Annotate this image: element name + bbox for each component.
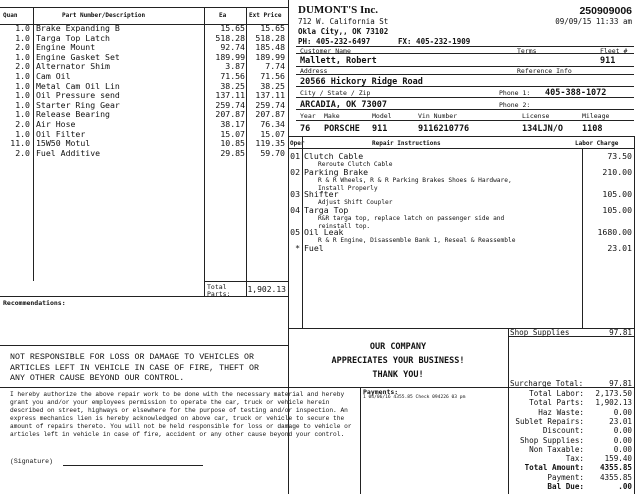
fleet-label: Fleet # — [600, 47, 628, 55]
labor-amount: 1680.00 — [597, 227, 632, 237]
vehicle-model: 911 — [372, 124, 388, 134]
total-value: 0.00 — [613, 444, 632, 454]
surcharge-value: 97.81 — [609, 379, 632, 388]
customer-name-label: Customer Name — [300, 47, 351, 55]
year-header: Year — [300, 112, 316, 120]
total-value: 0.00 — [613, 407, 632, 417]
part-qty: 2.0 — [15, 42, 30, 53]
reference-label: Reference Info — [517, 67, 572, 75]
total-label: Total Labor: — [529, 389, 584, 398]
payments-label: Payments: — [363, 388, 399, 396]
total-label: Discount: — [542, 426, 584, 436]
labor-description: Reroute Clutch Cable — [318, 161, 393, 168]
model-header: Model — [372, 112, 392, 120]
labor-description: R & R Wheels, R & R Parking Brakes Shoes & Hardware, — [318, 177, 512, 184]
make-header: Make — [324, 112, 340, 120]
labor-description: Adjust Shift Coupler — [318, 199, 393, 206]
part-qty: 1.0 — [15, 51, 30, 62]
part-ext-price: 119.35 — [255, 138, 285, 149]
signature-label: (Signature) — [10, 458, 53, 465]
thank-you-message: OUR COMPANY APPRECIATES YOUR BUSINESS! THANK YOU! — [331, 342, 465, 380]
part-ext-price: 189.99 — [255, 51, 285, 62]
repair-instructions-header: Repair Instructions — [372, 140, 441, 147]
part-ext-price: 59.70 — [260, 147, 285, 158]
labor-title: Fuel — [304, 243, 324, 253]
total-label: Total Parts: — [529, 398, 584, 408]
labor-op-number: 05 — [290, 227, 300, 237]
part-ext-price: 137.11 — [255, 90, 285, 101]
invoice-datetime: 09/09/15 11:33 am — [555, 17, 632, 26]
part-ext-price: 76.34 — [260, 119, 285, 129]
labor-charge-header: Labor Charge — [575, 140, 619, 147]
part-description: Brake Expanding B — [36, 23, 120, 33]
part-each-price: 29.85 — [220, 147, 245, 158]
customer-city: ARCADIA, OK 73007 — [300, 100, 387, 110]
oper-header: Oper — [290, 140, 305, 147]
phone1-label: Phone 1: — [499, 89, 531, 97]
part-each-price: 15.07 — [220, 128, 245, 139]
labor-op-number: 01 — [290, 151, 300, 161]
labor-title: Oil Leak — [304, 227, 344, 237]
total-parts-label: Total Parts: — [207, 283, 231, 298]
total-parts-value: 1,902.13 — [247, 285, 286, 294]
part-description: Oil Filter — [36, 128, 86, 139]
total-label: Payment: — [547, 472, 584, 482]
part-ext-price: 15.65 — [260, 23, 285, 33]
part-description: Air Hose — [36, 119, 76, 129]
shop-supplies-label: Shop Supplies — [510, 328, 570, 337]
total-value: 23.01 — [609, 416, 632, 426]
part-description: Engine Mount — [36, 42, 96, 53]
parts-row — [0, 149, 287, 159]
shop-city: Okla City,, OK 73102 — [298, 27, 389, 36]
part-ext-price: 185.48 — [255, 42, 285, 53]
part-ext-price: 7.74 — [265, 61, 285, 72]
total-value: 4355.85 — [599, 463, 632, 473]
address-label: Address — [300, 67, 328, 75]
mileage-header: Mileage — [582, 112, 610, 120]
total-value: .00 — [618, 482, 632, 491]
labor-amount: 105.00 — [602, 189, 632, 199]
part-description: Cam Oil — [36, 71, 71, 81]
labor-amount: 105.00 — [602, 205, 632, 215]
labor-description: reinstall top. — [318, 223, 371, 230]
total-value: 0.00 — [613, 435, 632, 445]
total-label: Sublet Repairs: — [515, 416, 584, 426]
fleet-number: 911 — [600, 56, 616, 66]
phone1-value: 405-388-1072 — [545, 88, 607, 98]
phone2-label: Phone 2: — [499, 101, 531, 109]
part-ext-price: 207.87 — [255, 109, 285, 120]
invoice-number: 250909006 — [579, 5, 632, 17]
part-qty: 2.0 — [15, 119, 30, 129]
labor-description: R&R targa top, replace latch on passenger side and — [318, 215, 505, 222]
vehicle-vin: 9116210776 — [418, 124, 470, 134]
part-description: Alternator Shim — [36, 61, 110, 72]
part-qty: 2.0 — [15, 61, 30, 72]
labor-title: Shifter — [304, 189, 339, 199]
vehicle-mileage: 1108 — [582, 124, 603, 134]
total-label: Total Amount: — [524, 463, 584, 473]
part-description: Starter Ring Gear — [36, 99, 120, 110]
total-label: Shop Supplies: — [519, 435, 584, 445]
part-each-price: 92.74 — [220, 42, 245, 53]
part-qty: 2.0 — [15, 147, 30, 158]
part-qty: 1.0 — [15, 90, 30, 101]
vehicle-license: 134LJN/O — [522, 124, 563, 134]
surcharge-label: Surcharge Total: — [510, 379, 584, 388]
part-qty: 11.0 — [10, 138, 30, 149]
labor-amount: 23.01 — [607, 243, 632, 253]
total-value: 0.00 — [613, 426, 632, 436]
each-header: Ea — [219, 12, 227, 19]
part-each-price: 38.25 — [220, 80, 245, 91]
part-description: Oil Pressure send — [36, 90, 120, 101]
part-qty: 1.0 — [15, 109, 30, 120]
authorization-text: I hereby authorize the above repair work to be done with the necessary material and hereby grant you and/or your employees permission to operate the car, truck or vehicle herein described on street, highways or elsewhere for the purpose of testing and/or inspection. An express mechanics lien is hereby acknowledged on above car, truck or vehicle to secure the amount of repairs thereto. You will not be held responsible for loss or damage to vehicle or articles left in vehicle in case of fire, accident or any other cause beyond your control. — [10, 391, 352, 439]
part-each-price: 10.85 — [220, 138, 245, 149]
labor-description: Install Properly — [318, 185, 378, 192]
city-state-zip-label: City / State / Zip — [300, 89, 371, 97]
part-description: Engine Gasket Set — [36, 51, 120, 62]
customer-address: 20566 Hickory Ridge Road — [300, 77, 423, 87]
part-qty: 1.0 — [15, 71, 30, 81]
part-description: Metal Cam Oil Lin — [36, 80, 120, 91]
labor-title: Targa Top — [304, 205, 349, 215]
part-qty: 1.0 — [15, 128, 30, 139]
parts-rows — [0, 23, 288, 158]
total-label: Haz Waste: — [538, 407, 584, 417]
shop-phone: PH: 405-232-6497 — [298, 37, 371, 46]
part-qty: 1.0 — [15, 23, 30, 33]
license-header: License — [522, 112, 550, 120]
vehicle-year: 76 — [300, 124, 311, 134]
part-ext-price: 15.07 — [260, 128, 285, 139]
part-description: 15W50 Motul — [36, 138, 91, 149]
qty-header: Quan — [3, 12, 18, 19]
labor-op-number: 02 — [290, 167, 300, 177]
labor-description: R & R Engine, Disassemble Bank 1, Reseal & Reassemble — [318, 237, 516, 244]
part-each-price: 518.28 — [215, 32, 245, 43]
part-qty: 1.0 — [15, 32, 30, 43]
signature-line — [63, 465, 203, 466]
total-label: Non Taxable: — [529, 444, 584, 454]
vehicle-make: PORSCHE — [324, 124, 360, 134]
payment-line: 1 04/06/16 4355.85 Check 094226 03 pm — [363, 395, 466, 400]
total-value: 2,173.50 — [595, 389, 632, 398]
shop-supplies-value: 97.81 — [609, 328, 632, 337]
labor-title: Parking Brake — [304, 167, 369, 177]
part-each-price: 15.65 — [220, 23, 245, 33]
ext-price-header: Ext Price — [249, 12, 282, 19]
part-qty: 1.0 — [15, 80, 30, 91]
total-label: Bal Due: — [547, 482, 584, 491]
recommendations-label: Recommendations: — [3, 299, 66, 307]
part-each-price: 71.56 — [220, 71, 245, 81]
customer-name: Mallett, Robert — [300, 56, 377, 66]
part-ext-price: 38.25 — [260, 80, 285, 91]
vin-header: Vin Number — [418, 112, 458, 120]
part-each-price: 259.74 — [215, 99, 245, 110]
liability-disclaimer: NOT RESPONSIBLE FOR LOSS OR DAMAGE TO VEHICLES OR ARTICLES LEFT IN VEHICLE IN CASE OF FIRE, THEFT OR ANY OTHER CAUSE BEYOND OUR CONTROL. — [10, 353, 259, 383]
total-value: 1,902.13 — [595, 398, 632, 408]
total-value: 159.40 — [604, 454, 632, 464]
part-ext-price: 518.28 — [255, 32, 285, 43]
part-description: Fuel Additive — [36, 147, 101, 158]
shop-fax: FX: 405-232-1909 — [398, 37, 471, 46]
part-each-price: 207.87 — [215, 109, 245, 120]
labor-amount: 210.00 — [602, 167, 632, 177]
total-value: 4355.85 — [599, 472, 632, 482]
part-description: Release Bearing — [36, 109, 110, 120]
part-each-price: 189.99 — [215, 51, 245, 62]
part-qty: 1.0 — [15, 99, 30, 110]
labor-op-number: * — [295, 243, 300, 253]
description-header: Part Number/Description — [62, 12, 146, 19]
terms-label: Terms — [517, 47, 537, 55]
labor-op-number: 03 — [290, 189, 300, 199]
part-ext-price: 259.74 — [255, 99, 285, 110]
part-description: Targa Top Latch — [36, 32, 110, 43]
labor-op-number: 04 — [290, 205, 300, 215]
labor-title: Clutch Cable — [304, 151, 364, 161]
part-ext-price: 71.56 — [260, 71, 285, 81]
shop-street: 712 W. California St — [298, 17, 389, 26]
part-each-price: 3.87 — [225, 61, 245, 72]
shop-name: DUMONT'S Inc. — [298, 4, 379, 16]
part-each-price: 38.17 — [220, 119, 245, 129]
part-each-price: 137.11 — [215, 90, 245, 101]
labor-amount: 73.50 — [607, 151, 632, 161]
total-label: Tax: — [565, 454, 584, 464]
